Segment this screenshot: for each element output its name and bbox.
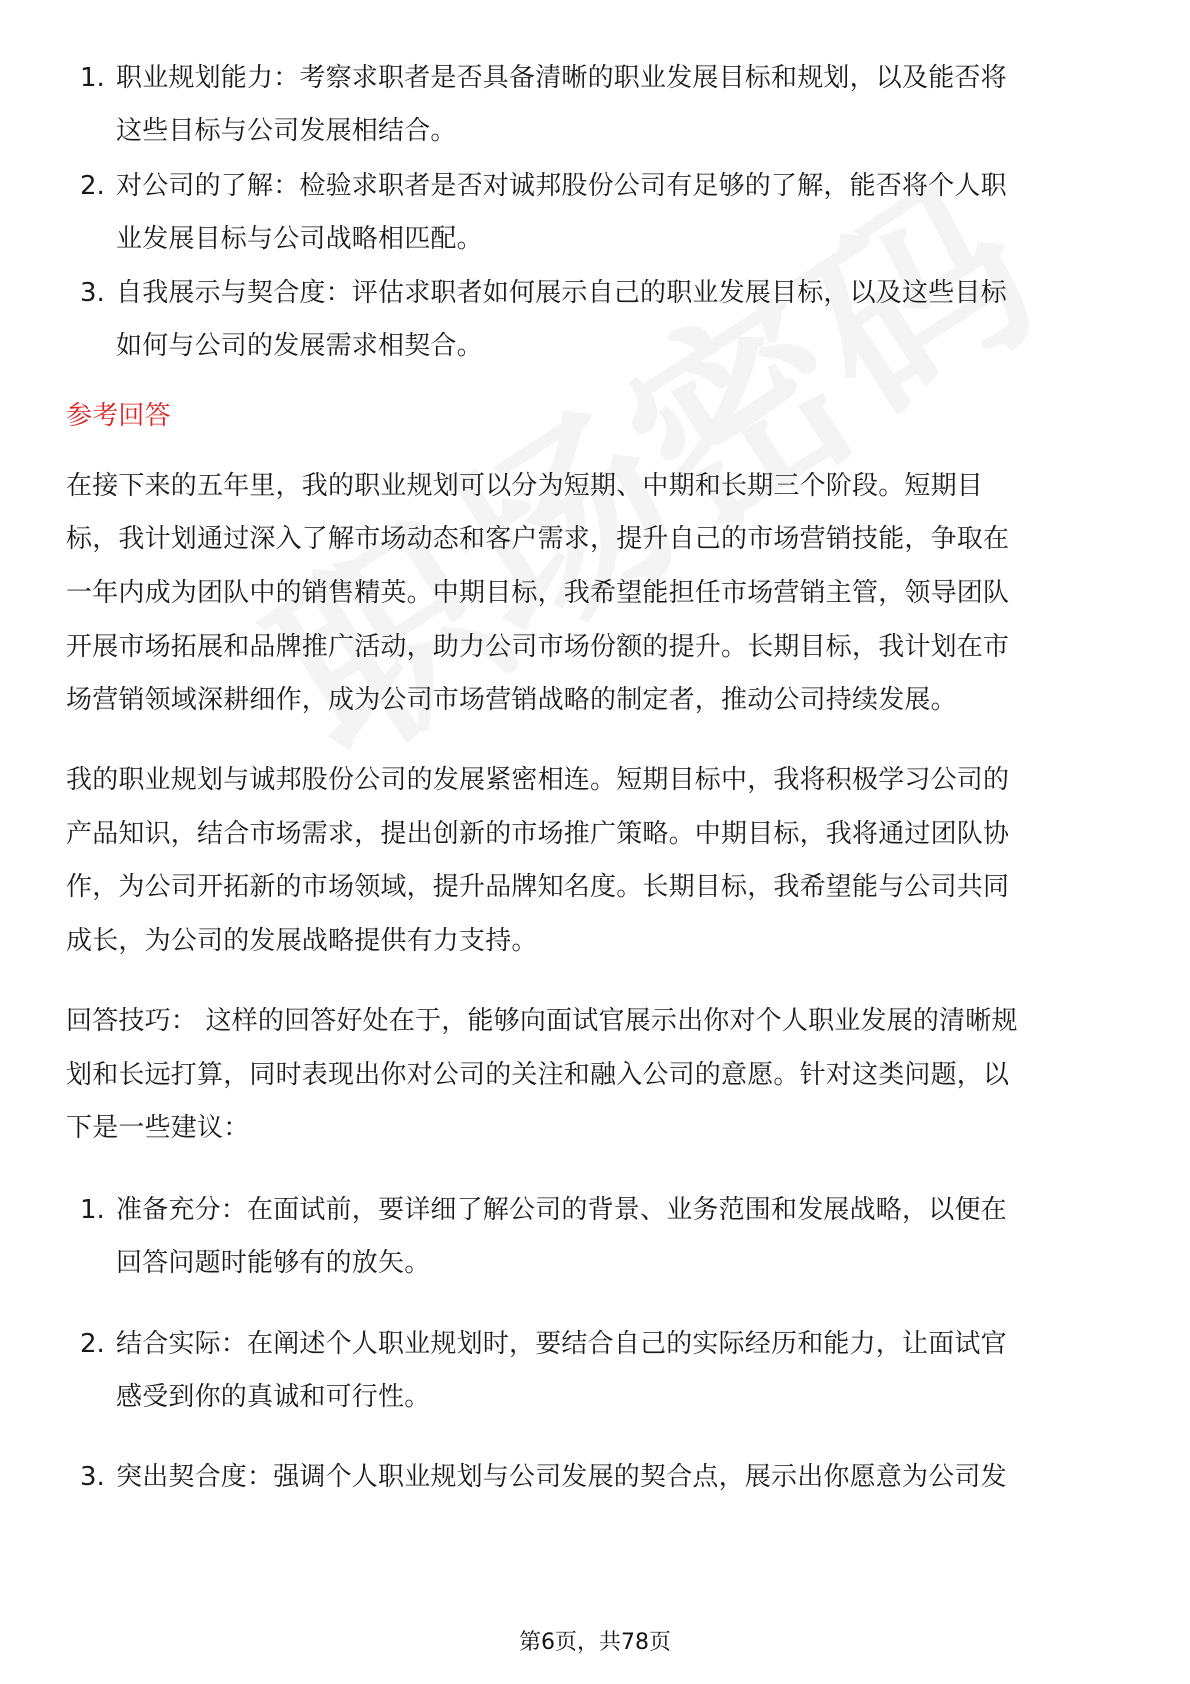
para3-line1: 回答技巧： 这样的回答好处在于，能够向面试官展示出你对个人职业发展的清晰规 <box>66 1006 1018 1036</box>
list1-item3-number: 3. <box>80 278 105 308</box>
para2-line4: 成长，为公司的发展战略提供有力支持。 <box>66 926 538 956</box>
list2-item1-line1: 准备充分：在面试前，要详细了解公司的背景、业务范围和发展战略，以便在 <box>116 1195 1007 1225</box>
list2-item1-number: 1. <box>80 1195 105 1225</box>
list2-item2-line2: 感受到你的真诚和可行性。 <box>116 1382 431 1412</box>
para1-line5: 场营销领域深耕细作，成为公司市场营销战略的制定者，推动公司持续发展。 <box>66 685 957 715</box>
list2-item2-line1: 结合实际：在阐述个人职业规划时，要结合自己的实际经历和能力，让面试官 <box>116 1329 1007 1359</box>
list1-item3-line2: 如何与公司的发展需求相契合。 <box>116 331 483 361</box>
para2-line1: 我的职业规划与诚邦股份公司的发展紧密相连。短期目标中，我将积极学习公司的 <box>66 765 1010 795</box>
list2-item1-line2: 回答问题时能够有的放矢。 <box>116 1248 431 1278</box>
para1-line1: 在接下来的五年里，我的职业规划可以分为短期、中期和长期三个阶段。短期目 <box>66 471 984 501</box>
para1-line2: 标，我计划通过深入了解市场动态和客户需求，提升自己的市场营销技能，争取在 <box>66 524 1010 554</box>
para3-line2: 划和长远打算，同时表现出你对公司的关注和融入公司的意愿。针对这类问题，以 <box>66 1060 1010 1090</box>
para3-line3: 下是一些建议： <box>66 1113 250 1143</box>
para2-line2: 产品知识，结合市场需求，提出创新的市场推广策略。中期目标，我将通过团队协 <box>66 819 1010 849</box>
page-number-footer: 第6页，共78页 <box>519 1630 671 1655</box>
para1-line4: 开展市场拓展和品牌推广活动，助力公司市场份额的提升。长期目标，我计划在市 <box>66 632 1010 662</box>
list1-item1-number: 1. <box>80 63 105 93</box>
list1-item2-number: 2. <box>80 171 105 201</box>
list2-item3-number: 3. <box>80 1462 105 1492</box>
para1-line3: 一年内成为团队中的销售精英。中期目标，我希望能担任市场营销主管，领导团队 <box>66 578 1010 608</box>
list1-item1-line1: 职业规划能力：考察求职者是否具备清晰的职业发展目标和规划，以及能否将 <box>116 63 1007 93</box>
list2-item3-line1: 突出契合度：强调个人职业规划与公司发展的契合点，展示出你愿意为公司发 <box>116 1462 1007 1492</box>
section-heading: 参考回答 <box>66 401 171 431</box>
para2-line3: 作，为公司开拓新的市场领域，提升品牌知名度。长期目标，我希望能与公司共同 <box>66 872 1010 902</box>
list1-item2-line1: 对公司的了解：检验求职者是否对诚邦股份公司有足够的了解，能否将个人职 <box>116 171 1007 201</box>
list1-item2-line2: 业发展目标与公司战略相匹配。 <box>116 224 483 254</box>
list1-item1-line2: 这些目标与公司发展相结合。 <box>116 116 457 146</box>
list1-item3-line1: 自我展示与契合度：评估求职者如何展示自己的职业发展目标，以及这些目标 <box>116 278 1007 308</box>
list2-item2-number: 2. <box>80 1329 105 1359</box>
